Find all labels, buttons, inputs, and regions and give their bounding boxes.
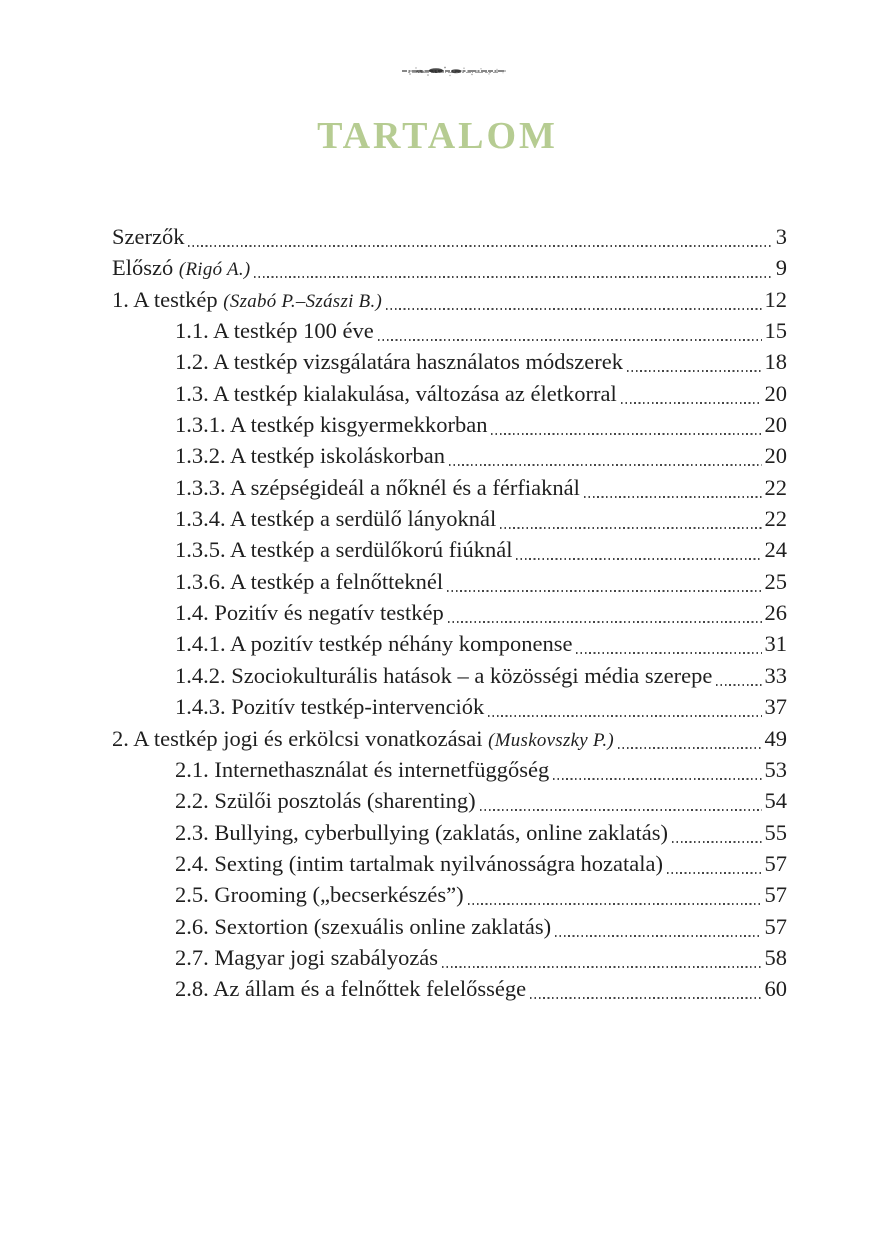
toc-entry-label: 2.8. Az állam és a felnőttek felelőssége — [175, 976, 527, 1002]
toc-entry — [112, 691, 787, 722]
toc-entry-label: Szerzők — [112, 224, 185, 249]
toc-page-number: 57 — [764, 882, 787, 908]
toc-page-number: 20 — [764, 412, 787, 438]
toc-dot-leader — [442, 966, 761, 968]
toc-entry — [112, 817, 787, 848]
toc-entry — [112, 221, 787, 252]
toc-page-number: 60 — [764, 976, 787, 1002]
toc-entry — [112, 252, 787, 283]
toc-dot-leader — [378, 339, 762, 341]
toc-entry-author: (Muskovszky P.) — [488, 729, 615, 751]
toc-entry-label: 1. A testkép (Szabó P.–Szászi B.) — [112, 286, 383, 312]
toc-entry-label: 2.3. Bullying, cyberbullying (zaklatás, online zaklatás) — [175, 819, 668, 845]
toc-dot-leader — [468, 903, 762, 905]
toc-entry — [112, 503, 787, 534]
toc-entry — [112, 378, 787, 409]
toc-dot-leader — [516, 558, 761, 560]
toc-page-number: 25 — [764, 568, 787, 594]
page-title: TARTALOM — [317, 115, 558, 157]
toc-entry-label: 1.3.1. A testkép kisgyermekkorban — [175, 412, 488, 438]
toc-entry — [112, 660, 787, 691]
toc-page-number: 33 — [764, 662, 787, 688]
toc-dot-leader — [584, 496, 762, 498]
toc-entry-label: Előszó (Rigó A.) — [112, 255, 251, 281]
toc-page-number: 54 — [764, 788, 787, 814]
toc-entry-label: 1.4. Pozitív és negatív testkép — [175, 600, 444, 626]
toc-page-number: 20 — [764, 380, 787, 406]
toc-entry — [112, 534, 787, 565]
toc-entry — [112, 284, 787, 315]
toc-dot-leader — [667, 872, 762, 874]
toc-entry — [112, 879, 787, 910]
toc-dot-leader — [672, 841, 762, 843]
toc-page-number: 57 — [764, 913, 787, 939]
toc-dot-leader — [386, 308, 761, 310]
toc-page-number: 58 — [764, 944, 787, 970]
toc-entry — [112, 848, 787, 879]
toc-entry — [112, 942, 787, 973]
toc-dot-leader — [500, 527, 761, 529]
toc-page-number: 26 — [764, 600, 787, 626]
toc-page-number: 53 — [764, 756, 787, 782]
toc-page-number: 12 — [764, 286, 787, 312]
toc-page-number: 49 — [764, 725, 787, 751]
toc-page-number: 9 — [775, 255, 787, 281]
toc-entry — [112, 440, 787, 471]
toc-dot-leader — [188, 245, 772, 247]
toc-list — [112, 221, 787, 1005]
toc-page-number: 18 — [764, 349, 787, 375]
toc-entry — [112, 723, 787, 754]
toc-page-number: 3 — [775, 224, 787, 249]
toc-entry-label: 1.2. A testkép vizsgálatára használatos módszerek — [175, 349, 623, 375]
toc-page-number: 57 — [764, 850, 787, 876]
toc-entry — [112, 973, 787, 1004]
toc-entry-label: 2.2. Szülői posztolás (sharenting) — [175, 788, 476, 814]
toc-dot-leader — [254, 276, 772, 278]
toc-entry-label: 1.3.4. A testkép a serdülő lányoknál — [175, 506, 497, 532]
toc-page-number: 15 — [764, 318, 787, 344]
toc-dot-leader — [555, 935, 761, 937]
toc-page-number: 20 — [764, 443, 787, 469]
toc-entry-label: 1.3.6. A testkép a felnőtteknél — [175, 568, 444, 594]
toc-page-number: 31 — [764, 631, 787, 657]
toc-dot-leader — [480, 809, 762, 811]
toc-page-number: 22 — [764, 474, 787, 500]
toc-entry — [112, 785, 787, 816]
toc-entry-label: 1.1. A testkép 100 éve — [175, 318, 374, 344]
toc-entry-label: 1.3.5. A testkép a serdülőkorú fiúknál — [175, 537, 513, 563]
toc-dot-leader — [530, 997, 761, 999]
toc-entry-label: 1.3.3. A szépségideál a nőknél és a férfiaknál — [175, 474, 580, 500]
toc-dot-leader — [618, 747, 761, 749]
toc-entry-label: 2.5. Grooming („becserkészés”) — [175, 882, 464, 908]
toc-entry — [112, 628, 787, 659]
toc-dot-leader — [491, 433, 761, 435]
toc-dot-leader — [553, 778, 761, 780]
toc-entry-author: (Rigó A.) — [178, 259, 251, 281]
toc-entry-label: 1.3. A testkép kialakulása, változása az életkorral — [175, 380, 617, 406]
toc-entry-author: (Szabó P.–Szászi B.) — [223, 290, 383, 312]
toc-entry — [112, 597, 787, 628]
toc-page-number: 24 — [764, 537, 787, 563]
toc-entry-label: 2.4. Sexting (intim tartalmak nyilvánosságra hozatala) — [175, 850, 663, 876]
toc-entry — [112, 754, 787, 785]
ink-smudge-decoration — [398, 62, 510, 80]
toc-page-number: 55 — [764, 819, 787, 845]
toc-entry — [112, 409, 787, 440]
toc-dot-leader — [488, 715, 761, 717]
toc-dot-leader — [576, 652, 761, 654]
toc-entry-label: 1.3.2. A testkép iskoláskorban — [175, 443, 445, 469]
toc-entry-label: 2. A testkép jogi és erkölcsi vonatkozásai (Muskovszky P.) — [112, 725, 615, 751]
toc-entry — [112, 566, 787, 597]
toc-entry — [112, 911, 787, 942]
toc-dot-leader — [621, 402, 762, 404]
toc-dot-leader — [448, 621, 762, 623]
toc-dot-leader — [447, 590, 761, 592]
toc-entry-label: 1.4.2. Szociokulturális hatások – a közösségi média szerepe — [175, 662, 713, 688]
toc-entry-label: 2.1. Internethasználat és internetfüggőség — [175, 756, 550, 782]
toc-entry — [112, 346, 787, 377]
toc-entry — [112, 472, 787, 503]
toc-page-number: 22 — [764, 506, 787, 532]
toc-dot-leader — [627, 370, 762, 372]
toc-entry-label: 1.4.1. A pozitív testkép néhány komponense — [175, 631, 573, 657]
toc-entry-label: 2.7. Magyar jogi szabályozás — [175, 944, 439, 970]
toc-dot-leader — [716, 684, 761, 686]
toc-entry-label: 2.6. Sextortion (szexuális online zaklatás) — [175, 913, 552, 939]
toc-dot-leader — [449, 464, 762, 466]
toc-entry-label: 1.4.3. Pozitív testkép-intervenciók — [175, 694, 485, 720]
toc-page-number: 37 — [764, 694, 787, 720]
toc-entry — [112, 315, 787, 346]
